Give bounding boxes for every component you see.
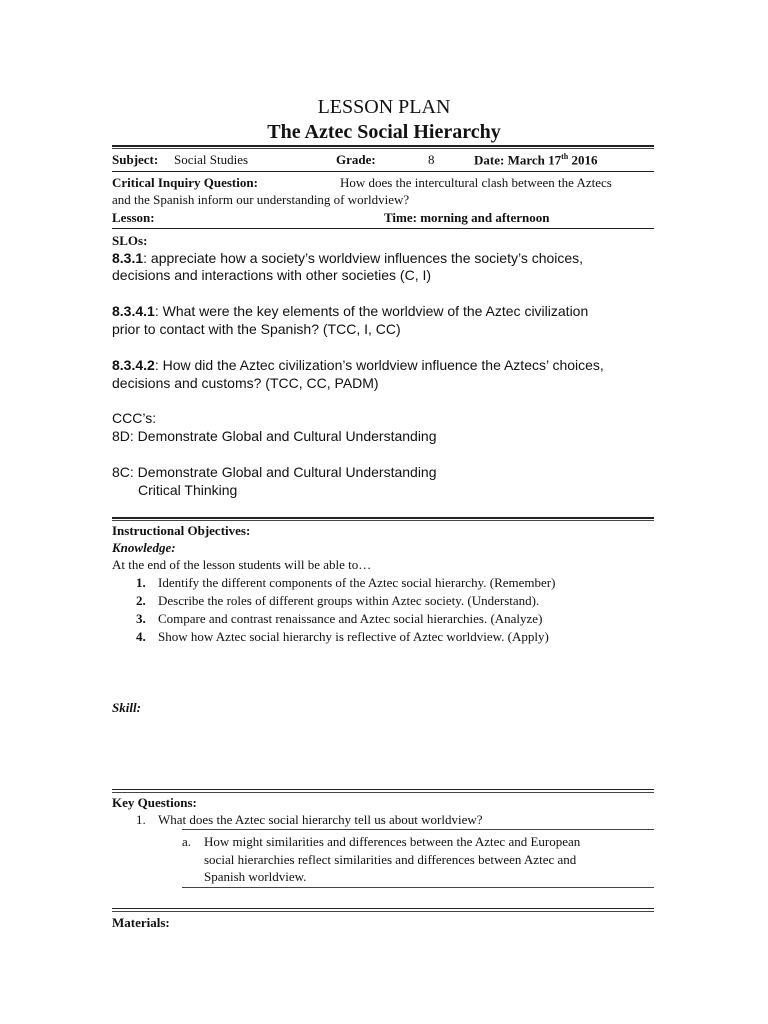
objective-number: 2. (136, 593, 146, 608)
slo-item (112, 357, 604, 373)
divider (112, 520, 654, 521)
slo-text-cont: decisions and customs? (TCC, CC, PADM) (112, 375, 379, 391)
date-suffix: th (561, 152, 569, 161)
lesson-label: Lesson: (112, 210, 155, 225)
slo-text-cont: prior to contact with the Spanish? (TCC, I, CC) (112, 321, 401, 337)
objective-text: Describe the roles of different groups within Aztec society. (Understand). (158, 593, 540, 608)
subquestion-text-line3: Spanish worldview. (204, 869, 307, 884)
date-year: 2016 (568, 152, 598, 168)
slo-code: 8.3.4.1 (112, 303, 155, 319)
slo-code: 8.3.1 (112, 250, 144, 266)
objectives-intro: At the end of the lesson students will be able to… (112, 557, 372, 572)
question-number: 1. (136, 812, 146, 827)
objective-number: 1. (136, 575, 146, 590)
divider (112, 145, 654, 147)
slo-item (112, 250, 583, 266)
ciq-text-line1: How does the intercultural clash between the Aztecs (340, 175, 612, 190)
grade-label: Grade: (336, 152, 376, 167)
slo-text-cont: decisions and interactions with other societies (C, I) (112, 267, 432, 283)
document-subtitle: The Aztec Social Hierarchy (267, 121, 501, 143)
divider (112, 228, 654, 229)
slo-text: : How did the Aztec civilization’s worldview influence the Aztecs’ choices, (154, 357, 604, 373)
subject-value: Social Studies (174, 152, 249, 167)
divider (112, 517, 654, 519)
divider (112, 171, 654, 172)
time-label: Time: morning and afternoon (384, 210, 550, 225)
objective-number: 4. (136, 629, 146, 644)
objective-text: Identify the different components of the Aztec social hierarchy. (Remember) (158, 575, 556, 590)
question-text: What does the Aztec social hierarchy tell us about worldview? (158, 812, 483, 827)
date-label: Date: (474, 152, 505, 168)
objective-text: Compare and contrast renaissance and Aztec social hierarchies. (Analyze) (158, 611, 543, 626)
date-month: March 17 (507, 152, 562, 168)
date-field (474, 152, 598, 168)
document-title: LESSON PLAN (317, 96, 451, 118)
divider (112, 148, 654, 149)
objectives-heading: Instructional Objectives: (112, 523, 251, 538)
divider (112, 792, 654, 793)
slo-item (112, 303, 588, 319)
divider (112, 908, 654, 909)
subject-label: Subject: (112, 152, 159, 167)
subquestion-text-line1: How might similarities and differences between the Aztec and European (204, 834, 581, 849)
ciq-text-line2: and the Spanish inform our understanding of worldview? (112, 192, 410, 207)
knowledge-label: Knowledge: (112, 540, 176, 555)
slos-heading: SLOs: (112, 233, 148, 248)
divider (112, 789, 654, 790)
divider (182, 829, 654, 830)
ccc-8c-sub: Critical Thinking (138, 482, 238, 498)
ccc-8d: 8D: Demonstrate Global and Cultural Understanding (112, 428, 437, 444)
slo-text: : What were the key elements of the worldview of the Aztec civilization (154, 303, 589, 319)
ciq-label: Critical Inquiry Question: (112, 175, 258, 190)
key-questions-heading: Key Questions: (112, 795, 197, 810)
materials-heading: Materials: (112, 915, 170, 930)
subquestion-letter: a. (182, 834, 192, 849)
objective-number: 3. (136, 611, 146, 626)
objective-text: Show how Aztec social hierarchy is reflective of Aztec worldview. (Apply) (158, 629, 549, 644)
ccc-8c: 8C: Demonstrate Global and Cultural Understanding (112, 464, 437, 480)
subquestion-text-line2: social hierarchies reflect similarities and differences between Aztec and (204, 852, 577, 867)
skill-label: Skill: (112, 700, 141, 715)
divider (112, 911, 654, 912)
ccc-heading: CCC’s: (112, 410, 157, 426)
grade-value: 8 (428, 152, 435, 167)
slo-text: : appreciate how a society’s worldview influences the society’s choices, (143, 250, 584, 266)
slo-code: 8.3.4.2 (112, 357, 155, 373)
divider (182, 887, 654, 888)
